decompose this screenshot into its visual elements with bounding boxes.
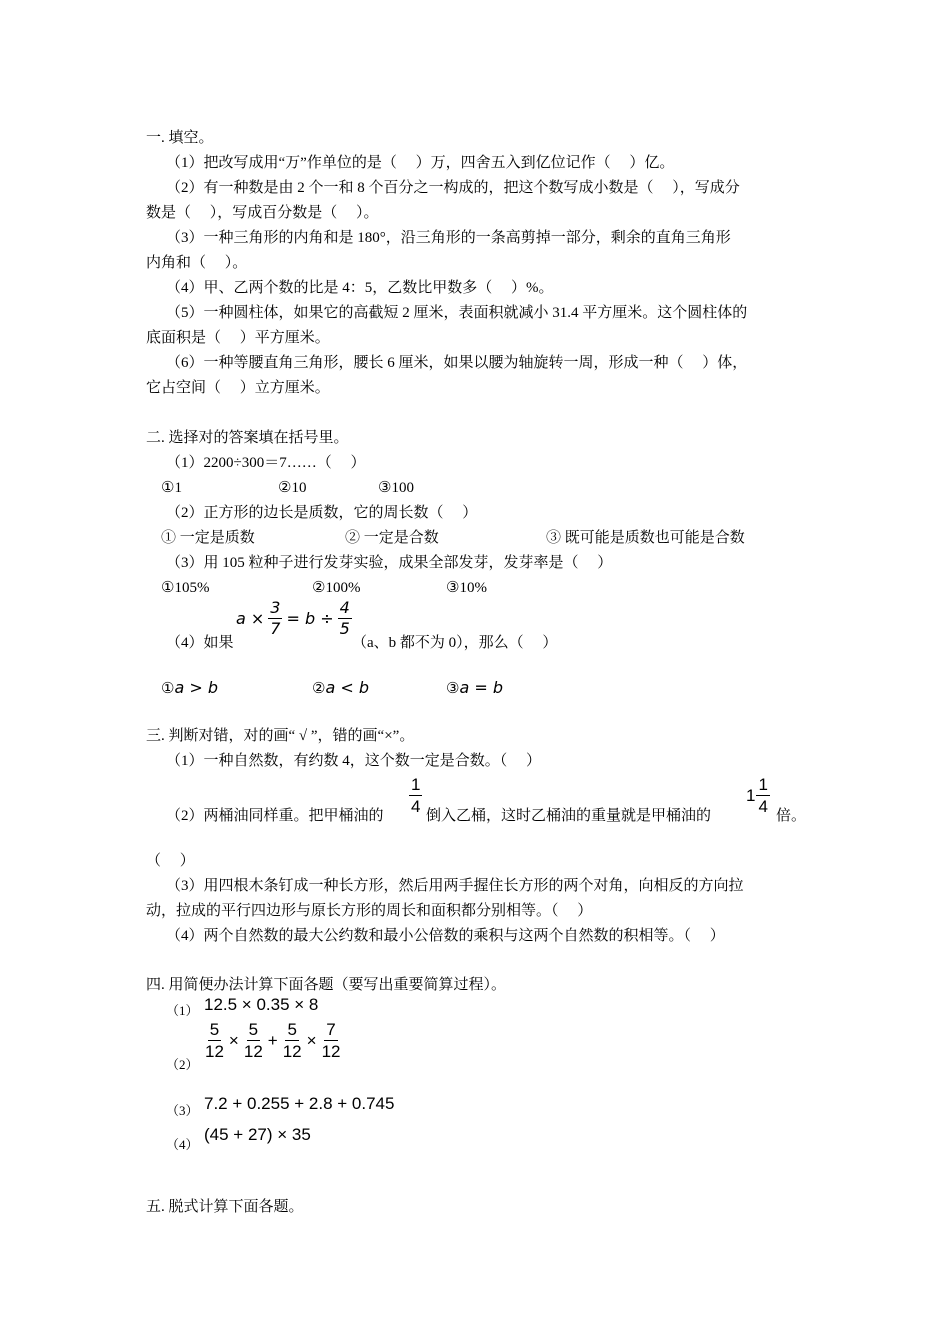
- whole-part: 1: [746, 785, 756, 805]
- s2-q4-prefix: （4）如果: [166, 635, 234, 651]
- numerator: 5: [209, 1020, 220, 1039]
- operator: ×: [228, 1030, 239, 1050]
- option-expression: a < b: [325, 678, 369, 697]
- s2-q4-option: [446, 678, 503, 699]
- s3-q3-line2: 动，拉成的平行四边形与原长方形的周长和面积都分别相等。（ ）: [146, 903, 593, 919]
- s4-label-3: （3）: [166, 1103, 199, 1118]
- option-number: ③: [446, 681, 460, 697]
- s2-q4-equation: [236, 600, 352, 637]
- s2-q3-option: ①105%: [161, 580, 210, 596]
- s1-q6-line2: 它占空间（ ）立方厘米。: [146, 380, 330, 396]
- s3-q2-fraction: [409, 776, 422, 815]
- denominator: 12: [282, 1042, 302, 1061]
- s3-q1: （1）一种自然数，有约数 4，这个数一定是合数。（ ）: [166, 753, 542, 769]
- denominator: 12: [205, 1042, 224, 1061]
- s4-expression-2: [203, 1021, 343, 1060]
- s3-q4: （4）两个自然数的最大公约数和最小公倍数的乘积与这两个自然数的积相等。（ ）: [166, 928, 725, 944]
- s2-q3: （3）用 105 粒种子进行发芽实验，成果全部发芽，发芽率是（ ）: [166, 555, 613, 571]
- section-3-title: 三. 判断对错，对的画“ √ ”，错的画“×”。: [146, 728, 415, 744]
- s2-q1: （1）2200÷300＝7……（ ）: [166, 455, 366, 471]
- equation-term: = b ÷: [286, 609, 334, 628]
- denominator: 12: [321, 1042, 341, 1061]
- s1-q1: （1）把改写成用“万”作单位的是（ ）万，四舍五入到亿位记作（ ）亿。: [166, 155, 675, 171]
- section-1-title: 一. 填空。: [146, 130, 214, 146]
- operator: ×: [306, 1030, 317, 1050]
- s3-q3-line1: （3）用四根木条钉成一种长方形，然后用两手握住长方形的两个对角，向相反的方向拉: [166, 878, 744, 894]
- s2-q4-option: [161, 678, 218, 699]
- s2-q1-option: ③100: [378, 480, 414, 496]
- s2-q2-option: ① 一定是质数: [161, 530, 255, 546]
- s2-q2-option: ② 一定是合数: [345, 530, 439, 546]
- s1-q5-line1: （5）一种圆柱体，如果它的高截短 2 厘米，表面积就减小 31.4 平方厘米。这个圆柱体的: [166, 305, 748, 321]
- s1-q3-line2: 内角和（ ）。: [146, 255, 248, 271]
- section-4-title: 四. 用简便办法计算下面各题（要写出重要简算过程）。: [146, 977, 507, 993]
- s1-q5-line2: 底面积是（ ）平方厘米。: [146, 330, 330, 346]
- denominator: 4: [758, 797, 768, 816]
- s4-expression-3: 7.2 + 0.255 + 2.8 + 0.745: [204, 1094, 395, 1113]
- fraction: [268, 600, 282, 637]
- numerator: 1: [411, 775, 421, 794]
- s4-expression-4: (45 + 27) × 35: [204, 1125, 311, 1144]
- s1-q2-line2: 数是（ ），写成百分数是（ ）。: [146, 205, 379, 221]
- s2-q1-option: ①1: [161, 480, 182, 496]
- option-number: ①: [161, 681, 175, 697]
- s1-q6-line1: （6）一种等腰直角三角形，腰长 6 厘米，如果以腰为轴旋转一周，形成一种（ ）体，: [166, 355, 748, 371]
- numerator: 1: [758, 775, 768, 794]
- numerator: 5: [287, 1020, 297, 1039]
- section-2-title: 二. 选择对的答案填在括号里。: [146, 430, 349, 446]
- numerator: 4: [339, 598, 350, 617]
- denominator: 7: [270, 619, 281, 638]
- s4-label-4: （4）: [166, 1137, 199, 1152]
- s2-q3-option: ②100%: [312, 580, 361, 596]
- denominator: 5: [339, 619, 350, 638]
- numerator: 7: [326, 1020, 336, 1039]
- option-expression: a = b: [459, 678, 503, 697]
- numerator: 3: [270, 598, 281, 617]
- s3-q2-text-c: 倍。: [776, 808, 807, 824]
- s1-q3-line1: （3）一种三角形的内角和是 180°，沿三角形的一条高剪掉一部分，剩余的直角三角形: [166, 230, 731, 246]
- numerator: 5: [248, 1020, 259, 1039]
- operator: +: [267, 1030, 278, 1050]
- s4-label-2: （2）: [166, 1057, 199, 1072]
- option-expression: a > b: [174, 678, 218, 697]
- s1-q4: （4）甲、乙两个数的比是 4：5，乙数比甲数多（ ）%。: [166, 280, 554, 296]
- s2-q3-option: ③10%: [446, 580, 487, 596]
- s3-q2-mixed-number: [746, 776, 770, 815]
- fraction: [338, 600, 352, 637]
- denominator: 12: [243, 1042, 263, 1061]
- s2-q2: （2）正方形的边长是质数，它的周长数（ ）: [166, 505, 478, 521]
- s4-expression-1: 12.5 × 0.35 × 8: [204, 995, 319, 1014]
- section-5-title: 五. 脱式计算下面各题。: [146, 1199, 304, 1215]
- equation-term: a ×: [236, 609, 265, 628]
- s3-q2-text-a: （2）两桶油同样重。把甲桶油的: [166, 808, 384, 824]
- s2-q2-option: ③ 既可能是质数也可能是合数: [546, 530, 745, 546]
- s1-q2-line1: （2）有一种数是由 2 个一和 8 个百分之一构成的，把这个数写成小数是（ ），写成分: [166, 180, 740, 196]
- s2-q4-suffix: （a、b 都不为 0），那么（ ）: [352, 635, 558, 651]
- s2-q1-option: ②10: [278, 480, 307, 496]
- s3-q2-text-b: 倒入乙桶，这时乙桶油的重量就是甲桶油的: [426, 808, 712, 824]
- denominator: 4: [411, 797, 421, 816]
- s3-q2-paren: （ ）: [146, 853, 195, 869]
- s4-label-1: （1）: [166, 1003, 199, 1018]
- s2-q4-option: [312, 678, 369, 699]
- option-number: ②: [312, 681, 326, 697]
